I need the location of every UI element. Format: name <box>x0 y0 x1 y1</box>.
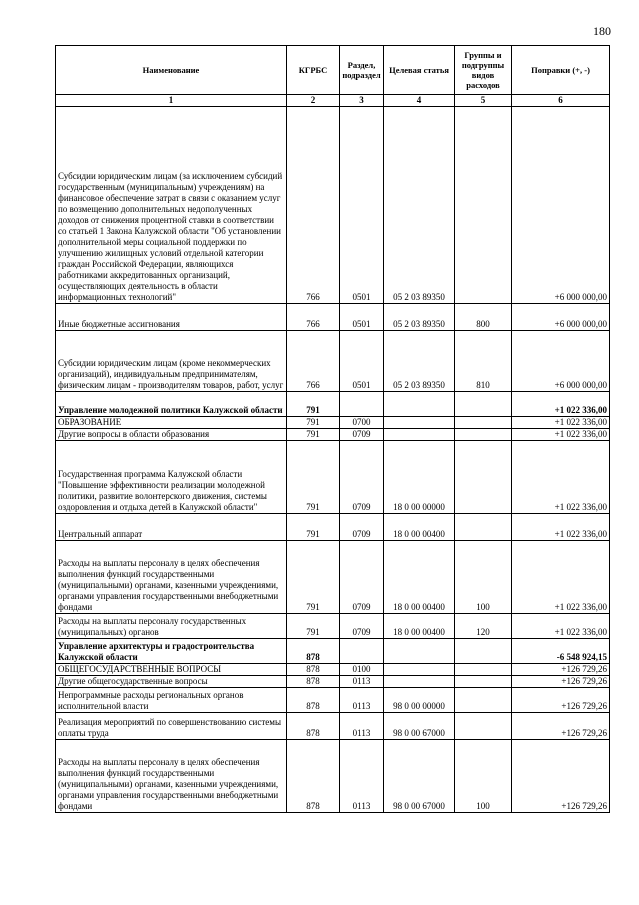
row-name-cell: Управление молодежной политики Калужской области <box>56 392 287 417</box>
row-group-cell <box>455 107 512 304</box>
row-group-cell: 800 <box>455 304 512 331</box>
row-amount-cell: +126 729,26 <box>512 676 610 688</box>
row-amount-cell: +126 729,26 <box>512 740 610 813</box>
row-target-cell: 98 0 00 00000 <box>384 688 455 713</box>
header-kgrbs: КГРБС <box>287 46 340 95</box>
row-group-cell: 100 <box>455 541 512 614</box>
row-group-cell <box>455 392 512 417</box>
column-number: 3 <box>340 95 384 107</box>
table-row <box>56 713 610 740</box>
header-group: Группы и подгруппы видов расходов <box>455 46 512 95</box>
row-kgrbs-cell: 791 <box>287 614 340 639</box>
row-section-cell: 0113 <box>340 713 384 740</box>
row-section-cell: 0700 <box>340 417 384 429</box>
table-row <box>56 688 610 713</box>
row-amount-cell: +1 022 336,00 <box>512 441 610 514</box>
row-name-cell: Другие общегосударственные вопросы <box>56 676 287 688</box>
row-target-cell: 18 0 00 00400 <box>384 614 455 639</box>
row-name-cell: ОБРАЗОВАНИЕ <box>56 417 287 429</box>
row-amount-cell: +1 022 336,00 <box>512 417 610 429</box>
row-amount-cell: +126 729,26 <box>512 713 610 740</box>
table-row <box>56 304 610 331</box>
row-group-cell <box>455 713 512 740</box>
header-name: Наименование <box>56 46 287 95</box>
row-group-cell <box>455 429 512 441</box>
row-kgrbs-cell: 878 <box>287 740 340 813</box>
row-section-cell: 0501 <box>340 331 384 392</box>
row-group-cell <box>455 688 512 713</box>
row-target-cell: 18 0 00 00000 <box>384 441 455 514</box>
row-amount-cell: +1 022 336,00 <box>512 429 610 441</box>
row-name-cell: ОБЩЕГОСУДАРСТВЕННЫЕ ВОПРОСЫ <box>56 664 287 676</box>
row-name-cell: Управление архитектуры и градостроительства Калужской области <box>56 639 287 664</box>
row-group-cell <box>455 417 512 429</box>
column-number: 1 <box>56 95 287 107</box>
row-section-cell <box>340 639 384 664</box>
row-group-cell <box>455 639 512 664</box>
column-number-row <box>56 95 610 107</box>
table-row <box>56 740 610 813</box>
table-row <box>56 541 610 614</box>
row-name-cell: Расходы на выплаты персоналу в целях обеспечения выполнения функций государственными (муниципальными) органами, казенными учреждениями, органами управления государственными внебоджетными фондами <box>56 541 287 614</box>
row-kgrbs-cell: 791 <box>287 429 340 441</box>
row-amount-cell: +1 022 336,00 <box>512 614 610 639</box>
row-group-cell <box>455 676 512 688</box>
row-section-cell: 0501 <box>340 107 384 304</box>
column-number: 5 <box>455 95 512 107</box>
row-target-cell: 05 2 03 89350 <box>384 331 455 392</box>
row-amount-cell: +1 022 336,00 <box>512 541 610 614</box>
row-amount-cell: +1 022 336,00 <box>512 392 610 417</box>
row-kgrbs-cell: 791 <box>287 417 340 429</box>
row-target-cell: 18 0 00 00400 <box>384 541 455 614</box>
row-amount-cell: +6 000 000,00 <box>512 304 610 331</box>
budget-table <box>55 45 610 813</box>
row-name-cell: Иные бюджетные ассигнования <box>56 304 287 331</box>
page-number: 180 <box>593 24 611 38</box>
row-name-cell: Субсидии юридическим лицам (кроме некоммерческих организаций), индивидуальным предпринимателям, физическим лицам - производителям товаров, работ, услуг <box>56 331 287 392</box>
row-kgrbs-cell: 878 <box>287 688 340 713</box>
row-name-cell: Расходы на выплаты персоналу в целях обеспечения выполнения функций государственными (муниципальными) органами, казенными учреждениями, органами управления государственными внебоджетными фондами <box>56 740 287 813</box>
row-name-cell: Субсидии юридическим лицам (за исключением субсидий государственным (муниципальным) учреждениям) на финансовое обеспечение затрат в связи с оказанием услуг по возмещению дополнительных недополученных доходов от снижения процентной ставки в соответствии со статьей 1 Закона Калужской области "Об установлении дополнительной меры социальной поддержки по улучшению жилищных условий отдельной категории граждан Российской Федерации, являющихся работниками аккредитованных организаций, осуществляющих деятельность в области информационных технологий" <box>56 107 287 304</box>
row-group-cell <box>455 514 512 541</box>
row-amount-cell: +6 000 000,00 <box>512 107 610 304</box>
row-kgrbs-cell: 766 <box>287 304 340 331</box>
column-number: 4 <box>384 95 455 107</box>
row-section-cell: 0100 <box>340 664 384 676</box>
row-target-cell <box>384 417 455 429</box>
table-row <box>56 514 610 541</box>
row-amount-cell: -6 548 924,15 <box>512 639 610 664</box>
row-name-cell: Государственная программа Калужской области "Повышение эффективности реализации молодежной политики, развитие волонтерского движения, системы оздоровления и отдыха детей в Калужской области" <box>56 441 287 514</box>
row-group-cell <box>455 664 512 676</box>
column-number: 6 <box>512 95 610 107</box>
row-name-cell: Расходы на выплаты персоналу государственных (муниципальных) органов <box>56 614 287 639</box>
row-section-cell: 0709 <box>340 429 384 441</box>
header-target: Целевая статья <box>384 46 455 95</box>
table-row <box>56 441 610 514</box>
row-section-cell: 0113 <box>340 676 384 688</box>
row-amount-cell: +126 729,26 <box>512 688 610 713</box>
row-name-cell: Другие вопросы в области образования <box>56 429 287 441</box>
column-number: 2 <box>287 95 340 107</box>
row-kgrbs-cell: 878 <box>287 664 340 676</box>
row-group-cell: 810 <box>455 331 512 392</box>
row-amount-cell: +126 729,26 <box>512 664 610 676</box>
row-kgrbs-cell: 791 <box>287 392 340 417</box>
table-row <box>56 331 610 392</box>
row-target-cell <box>384 676 455 688</box>
row-name-cell: Непрограммные расходы региональных органов исполнительной власти <box>56 688 287 713</box>
row-name-cell: Центральный аппарат <box>56 514 287 541</box>
header-section: Раздел, подраздел <box>340 46 384 95</box>
row-kgrbs-cell: 878 <box>287 639 340 664</box>
row-target-cell: 05 2 03 89350 <box>384 107 455 304</box>
table-row <box>56 417 610 429</box>
row-kgrbs-cell: 766 <box>287 331 340 392</box>
row-section-cell: 0113 <box>340 688 384 713</box>
table-row <box>56 392 610 417</box>
table-row <box>56 107 610 304</box>
header-row <box>56 46 610 95</box>
row-target-cell: 05 2 03 89350 <box>384 304 455 331</box>
table-row <box>56 614 610 639</box>
row-section-cell: 0709 <box>340 541 384 614</box>
header-amount: Поправки (+, -) <box>512 46 610 95</box>
row-section-cell: 0501 <box>340 304 384 331</box>
row-target-cell <box>384 392 455 417</box>
row-kgrbs-cell: 791 <box>287 441 340 514</box>
row-kgrbs-cell: 791 <box>287 514 340 541</box>
table-body <box>56 107 610 813</box>
row-target-cell: 98 0 00 67000 <box>384 713 455 740</box>
row-target-cell <box>384 639 455 664</box>
row-name-cell: Реализация мероприятий по совершенствованию системы оплаты труда <box>56 713 287 740</box>
row-target-cell <box>384 429 455 441</box>
row-group-cell: 100 <box>455 740 512 813</box>
row-section-cell: 0113 <box>340 740 384 813</box>
table-row <box>56 429 610 441</box>
table-row <box>56 664 610 676</box>
row-amount-cell: +6 000 000,00 <box>512 331 610 392</box>
row-kgrbs-cell: 766 <box>287 107 340 304</box>
row-kgrbs-cell: 878 <box>287 676 340 688</box>
row-group-cell: 120 <box>455 614 512 639</box>
row-target-cell: 98 0 00 67000 <box>384 740 455 813</box>
table-row <box>56 676 610 688</box>
row-section-cell: 0709 <box>340 514 384 541</box>
row-section-cell: 0709 <box>340 441 384 514</box>
row-target-cell <box>384 664 455 676</box>
row-group-cell <box>455 441 512 514</box>
row-kgrbs-cell: 791 <box>287 541 340 614</box>
table-row <box>56 639 610 664</box>
row-section-cell: 0709 <box>340 614 384 639</box>
row-target-cell: 18 0 00 00400 <box>384 514 455 541</box>
row-section-cell <box>340 392 384 417</box>
row-kgrbs-cell: 878 <box>287 713 340 740</box>
row-amount-cell: +1 022 336,00 <box>512 514 610 541</box>
